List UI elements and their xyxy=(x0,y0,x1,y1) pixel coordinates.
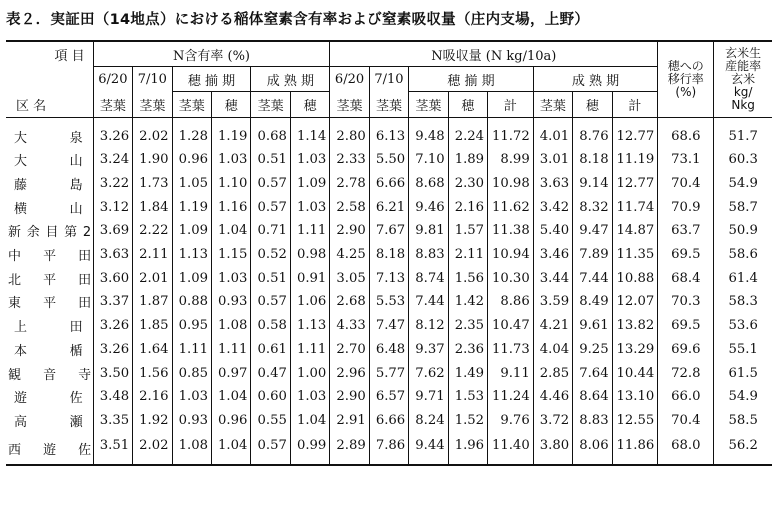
row-value-cell: 1.92 xyxy=(133,409,172,433)
row-value-cell: 1.11 xyxy=(211,338,250,362)
row-area-name: 藤 島 xyxy=(6,172,93,196)
row-value-cell: 55.1 xyxy=(728,341,758,357)
row-value-cell: 70.3 xyxy=(658,290,714,314)
header-brown-rice-efficiency xyxy=(714,41,772,118)
row-value-cell: 0.57 xyxy=(251,290,290,314)
row-area-name: 観 音 寺 xyxy=(6,361,93,385)
row-value-cell: 10.98 xyxy=(488,172,534,196)
table-row xyxy=(6,385,772,409)
row-value-cell: 7.47 xyxy=(369,314,408,338)
row-value-cell: 66.0 xyxy=(658,385,714,409)
row-value-cell: 12.77 xyxy=(612,118,658,149)
row-value-cell: 1.11 xyxy=(172,338,211,362)
row-value-cell: 0.47 xyxy=(251,361,290,385)
row-value-cell: 6.57 xyxy=(369,385,408,409)
row-value-cell: 8.83 xyxy=(409,243,448,267)
row-value-cell: 2.70 xyxy=(330,338,369,362)
row-value-cell: 0.61 xyxy=(251,338,290,362)
row-value-cell: 14.87 xyxy=(612,219,658,243)
row-area-name: 北 平 田 xyxy=(6,266,93,290)
row-value-cell: 3.26 xyxy=(93,314,132,338)
row-value-cell: 0.57 xyxy=(251,172,290,196)
table-row xyxy=(6,409,772,433)
header-brown-rice-line1: 玄米生 xyxy=(725,46,762,60)
row-value-cell: 4.21 xyxy=(533,314,572,338)
header-date-620: 6/20 xyxy=(330,67,369,92)
row-value-cell: 1.11 xyxy=(290,338,329,362)
row-value-cell: 0.51 xyxy=(251,266,290,290)
row-value-cell: 0.93 xyxy=(211,290,250,314)
header-panicle: 穂 xyxy=(211,92,250,118)
row-value-cell: 1.08 xyxy=(172,432,211,465)
row-value-cell: 10.30 xyxy=(488,266,534,290)
row-value-cell: 9.71 xyxy=(409,385,448,409)
row-value-cell: 3.51 xyxy=(93,432,132,465)
row-area-name: 大 山 xyxy=(6,148,93,172)
row-value-cell: 1.19 xyxy=(172,195,211,219)
row-value-cell: 3.42 xyxy=(533,195,572,219)
row-value-cell: 68.6 xyxy=(658,118,714,149)
row-value-cell: 2.68 xyxy=(330,290,369,314)
row-value-cell: 11.73 xyxy=(488,338,534,362)
row-value-cell: 2.02 xyxy=(133,432,172,465)
row-value-cell: 4.33 xyxy=(330,314,369,338)
row-value-cell: 0.68 xyxy=(251,118,290,149)
table-row xyxy=(6,338,772,362)
row-value-cell: 7.62 xyxy=(409,361,448,385)
row-value-cell: 13.29 xyxy=(612,338,658,362)
row-value-cell: 7.89 xyxy=(573,243,612,267)
row-value-cell: 8.74 xyxy=(409,266,448,290)
row-value-cell: 8.12 xyxy=(409,314,448,338)
row-value-cell: 11.38 xyxy=(488,219,534,243)
row-value-cell: 1.15 xyxy=(211,243,250,267)
row-value-cell: 11.24 xyxy=(488,385,534,409)
row-value-cell: 51.7 xyxy=(728,128,758,144)
row-value-cell: 1.87 xyxy=(133,290,172,314)
header-date-710: 7/10 xyxy=(133,67,172,92)
row-value-cell: 1.42 xyxy=(448,290,487,314)
table-row xyxy=(6,118,772,149)
row-value-cell: 1.03 xyxy=(290,195,329,219)
row-value-cell: 1.52 xyxy=(448,409,487,433)
table-row xyxy=(6,290,772,314)
row-value-cell: 4.04 xyxy=(533,338,572,362)
row-value-cell: 60.3 xyxy=(728,152,758,168)
row-value-cell: 9.44 xyxy=(409,432,448,465)
row-value-cell: 11.86 xyxy=(612,432,658,465)
row-area-name: 中 平 田 xyxy=(6,243,93,267)
row-value-cell: 0.93 xyxy=(172,409,211,433)
row-value-cell: 1.08 xyxy=(211,314,250,338)
row-value-cell: 1.84 xyxy=(133,195,172,219)
row-value-cell: 9.14 xyxy=(573,172,612,196)
header-brown-rice-line2: 産能率 xyxy=(725,59,762,73)
row-area-name: 西 遊 佐 xyxy=(6,432,93,465)
row-value-cell: 68.0 xyxy=(658,432,714,465)
row-area-name: 本 楯 xyxy=(6,338,93,362)
row-value-cell: 8.49 xyxy=(573,290,612,314)
row-value-cell: 3.69 xyxy=(93,219,132,243)
header-panicle: 穂 xyxy=(448,92,487,118)
row-value-cell: 3.26 xyxy=(93,118,132,149)
row-value-cell: 4.01 xyxy=(533,118,572,149)
row-value-cell: 68.4 xyxy=(658,266,714,290)
header-transfer-rate-unit: (%) xyxy=(675,85,697,99)
header-date-710: 7/10 xyxy=(369,67,408,92)
row-value-cell: 1.04 xyxy=(211,385,250,409)
row-value-cell: 53.6 xyxy=(728,318,758,334)
row-value-cell: 8.32 xyxy=(573,195,612,219)
row-value-cell: 2.36 xyxy=(448,338,487,362)
row-value-cell: 5.77 xyxy=(369,361,408,385)
row-value-cell: 1.13 xyxy=(290,314,329,338)
row-value-cell: 1.56 xyxy=(448,266,487,290)
table-row xyxy=(6,266,772,290)
row-value-cell: 1.73 xyxy=(133,172,172,196)
row-value-cell: 1.49 xyxy=(448,361,487,385)
row-value-cell: 58.6 xyxy=(728,247,758,263)
row-value-cell: 70.9 xyxy=(658,195,714,219)
row-value-cell: 0.85 xyxy=(172,361,211,385)
row-value-cell: 3.63 xyxy=(93,243,132,267)
row-value-cell: 2.89 xyxy=(330,432,369,465)
row-value-cell: 69.5 xyxy=(658,243,714,267)
row-value-cell: 3.72 xyxy=(533,409,572,433)
row-value-cell: 2.24 xyxy=(448,118,487,149)
row-value-cell: 11.35 xyxy=(612,243,658,267)
row-value-cell: 9.76 xyxy=(488,409,534,433)
header-heading-stage: 穂 揃 期 xyxy=(172,67,251,92)
row-value-cell: 5.50 xyxy=(369,148,408,172)
row-value-cell: 6.21 xyxy=(369,195,408,219)
row-area-name: 高 瀬 xyxy=(6,409,93,433)
row-value-cell: 2.33 xyxy=(330,148,369,172)
row-value-cell: 1.00 xyxy=(290,361,329,385)
row-value-cell: 13.10 xyxy=(612,385,658,409)
row-value-cell: 3.80 xyxy=(533,432,572,465)
row-value-cell: 1.03 xyxy=(290,148,329,172)
row-value-cell: 1.04 xyxy=(290,409,329,433)
row-value-cell: 73.1 xyxy=(658,148,714,172)
row-value-cell: 10.44 xyxy=(612,361,658,385)
row-value-cell: 11.62 xyxy=(488,195,534,219)
row-value-cell: 2.35 xyxy=(448,314,487,338)
row-value-cell: 3.26 xyxy=(93,338,132,362)
row-value-cell: 1.16 xyxy=(211,195,250,219)
row-value-cell: 2.58 xyxy=(330,195,369,219)
table-row xyxy=(6,195,772,219)
row-value-cell: 8.83 xyxy=(573,409,612,433)
row-value-cell: 3.05 xyxy=(330,266,369,290)
row-value-cell: 8.64 xyxy=(573,385,612,409)
row-value-cell: 56.2 xyxy=(714,432,772,465)
row-value-cell: 1.53 xyxy=(448,385,487,409)
table-row xyxy=(6,172,772,196)
row-value-cell: 3.37 xyxy=(93,290,132,314)
row-value-cell: 0.88 xyxy=(172,290,211,314)
row-value-cell: 9.11 xyxy=(488,361,534,385)
row-value-cell: 1.19 xyxy=(211,118,250,149)
table-row xyxy=(6,243,772,267)
row-value-cell: 3.46 xyxy=(533,243,572,267)
row-value-cell: 2.16 xyxy=(133,385,172,409)
row-value-cell: 0.57 xyxy=(251,195,290,219)
header-stem-leaf: 茎葉 xyxy=(93,92,132,118)
header-area-label: 区 名 xyxy=(6,92,93,118)
row-value-cell: 12.55 xyxy=(612,409,658,433)
row-value-cell: 0.96 xyxy=(211,409,250,433)
row-value-cell: 0.98 xyxy=(290,243,329,267)
header-brown-rice-line4: kg/ xyxy=(733,85,753,99)
row-value-cell: 1.90 xyxy=(133,148,172,172)
header-n-content: N含有率 (%) xyxy=(93,41,330,67)
row-value-cell: 1.09 xyxy=(172,266,211,290)
row-value-cell: 8.99 xyxy=(488,148,534,172)
table-row xyxy=(6,219,772,243)
row-value-cell: 3.24 xyxy=(93,148,132,172)
row-value-cell: 7.44 xyxy=(409,290,448,314)
row-value-cell: 3.48 xyxy=(93,385,132,409)
row-value-cell: 10.47 xyxy=(488,314,534,338)
row-value-cell: 1.06 xyxy=(290,290,329,314)
row-value-cell: 69.6 xyxy=(658,338,714,362)
header-total: 計 xyxy=(612,92,658,118)
table-row xyxy=(6,314,772,338)
row-value-cell: 4.25 xyxy=(330,243,369,267)
row-value-cell: 3.59 xyxy=(533,290,572,314)
header-item-label: 項 目 xyxy=(6,41,93,67)
row-value-cell: 0.99 xyxy=(290,432,329,465)
row-value-cell: 2.11 xyxy=(448,243,487,267)
header-transfer-rate-line1: 穂への xyxy=(667,59,704,73)
row-value-cell: 0.91 xyxy=(290,266,329,290)
row-value-cell: 11.72 xyxy=(488,118,534,149)
header-brown-rice-line3: 玄米 xyxy=(731,72,756,86)
row-value-cell: 69.5 xyxy=(658,314,714,338)
row-value-cell: 1.10 xyxy=(211,172,250,196)
header-maturity-stage: 成 熟 期 xyxy=(251,67,330,92)
header-stem-leaf: 茎葉 xyxy=(369,92,408,118)
row-value-cell: 9.37 xyxy=(409,338,448,362)
header-n-uptake: N吸収量 (N kg/10a) xyxy=(330,41,658,67)
row-value-cell: 5.40 xyxy=(533,219,572,243)
header-transfer-rate-line2: 移行率 xyxy=(667,72,704,86)
row-value-cell: 6.13 xyxy=(369,118,408,149)
row-value-cell: 10.94 xyxy=(488,243,534,267)
header-stem-leaf: 茎葉 xyxy=(330,92,369,118)
header-stem-leaf: 茎葉 xyxy=(172,92,211,118)
row-value-cell: 8.18 xyxy=(369,243,408,267)
row-value-cell: 1.14 xyxy=(290,118,329,149)
row-value-cell: 1.13 xyxy=(172,243,211,267)
row-value-cell: 1.56 xyxy=(133,361,172,385)
row-value-cell: 7.44 xyxy=(573,266,612,290)
row-value-cell: 1.09 xyxy=(172,219,211,243)
row-value-cell: 6.66 xyxy=(369,172,408,196)
row-value-cell: 2.01 xyxy=(133,266,172,290)
row-value-cell: 70.4 xyxy=(658,409,714,433)
row-value-cell: 11.19 xyxy=(612,148,658,172)
header-stem-leaf: 茎葉 xyxy=(533,92,572,118)
header-maturity-stage: 成 熟 期 xyxy=(533,67,658,92)
row-value-cell: 1.05 xyxy=(172,172,211,196)
row-value-cell: 3.60 xyxy=(93,266,132,290)
row-value-cell: 1.04 xyxy=(211,219,250,243)
nitrogen-table xyxy=(6,40,772,466)
table-header xyxy=(6,41,772,118)
header-date-620: 6/20 xyxy=(93,67,132,92)
row-value-cell: 6.66 xyxy=(369,409,408,433)
row-value-cell: 5.53 xyxy=(369,290,408,314)
row-value-cell: 2.90 xyxy=(330,219,369,243)
row-value-cell: 1.28 xyxy=(172,118,211,149)
row-value-cell: 9.48 xyxy=(409,118,448,149)
row-value-cell: 0.71 xyxy=(251,219,290,243)
row-value-cell: 61.4 xyxy=(728,270,758,286)
row-value-cell: 61.5 xyxy=(728,365,758,381)
row-value-cell: 2.11 xyxy=(133,243,172,267)
row-value-cell: 13.82 xyxy=(612,314,658,338)
row-value-cell: 3.50 xyxy=(93,361,132,385)
row-area-name: 東 平 田 xyxy=(6,290,93,314)
row-value-cell: 2.96 xyxy=(330,361,369,385)
row-value-cell: 10.88 xyxy=(612,266,658,290)
row-value-cell: 3.35 xyxy=(93,409,132,433)
row-value-cell: 1.09 xyxy=(290,172,329,196)
row-value-cell: 1.96 xyxy=(448,432,487,465)
header-stem-leaf: 茎葉 xyxy=(409,92,448,118)
header-panicle: 穂 xyxy=(573,92,612,118)
row-value-cell: 4.46 xyxy=(533,385,572,409)
row-value-cell: 63.7 xyxy=(658,219,714,243)
row-value-cell: 2.90 xyxy=(330,385,369,409)
row-value-cell: 9.46 xyxy=(409,195,448,219)
row-area-name: 横 山 xyxy=(6,195,93,219)
header-stem-leaf: 茎葉 xyxy=(133,92,172,118)
row-value-cell: 1.03 xyxy=(211,266,250,290)
row-value-cell: 3.01 xyxy=(533,148,572,172)
row-value-cell: 11.40 xyxy=(488,432,534,465)
row-value-cell: 1.57 xyxy=(448,219,487,243)
table-row xyxy=(6,361,772,385)
table-row xyxy=(6,432,772,465)
row-value-cell: 2.85 xyxy=(533,361,572,385)
row-value-cell: 9.81 xyxy=(409,219,448,243)
row-area-name: 上 田 xyxy=(6,314,93,338)
table-row xyxy=(6,148,772,172)
row-value-cell: 3.22 xyxy=(93,172,132,196)
row-value-cell: 7.67 xyxy=(369,219,408,243)
row-value-cell: 0.52 xyxy=(251,243,290,267)
row-value-cell: 3.63 xyxy=(533,172,572,196)
header-total: 計 xyxy=(488,92,534,118)
row-value-cell: 2.16 xyxy=(448,195,487,219)
row-value-cell: 9.25 xyxy=(573,338,612,362)
header-stem-leaf: 茎葉 xyxy=(251,92,290,118)
row-value-cell: 50.9 xyxy=(728,223,758,239)
table-body xyxy=(6,118,772,466)
row-value-cell: 1.85 xyxy=(133,314,172,338)
row-value-cell: 8.24 xyxy=(409,409,448,433)
row-value-cell: 12.07 xyxy=(612,290,658,314)
row-value-cell: 8.68 xyxy=(409,172,448,196)
row-value-cell: 8.06 xyxy=(573,432,612,465)
row-value-cell: 8.86 xyxy=(488,290,534,314)
row-value-cell: 7.13 xyxy=(369,266,408,290)
row-value-cell: 2.78 xyxy=(330,172,369,196)
row-value-cell: 0.51 xyxy=(251,148,290,172)
row-value-cell: 1.03 xyxy=(172,385,211,409)
header-heading-stage: 穂 揃 期 xyxy=(409,67,534,92)
header-transfer-rate xyxy=(658,41,714,118)
row-value-cell: 8.76 xyxy=(573,118,612,149)
table-title: 表２．実証田（14地点）における稲体窒素含有率および窒素吸収量（庄内支場，上野） xyxy=(6,12,590,28)
row-value-cell: 11.74 xyxy=(612,195,658,219)
row-value-cell: 9.47 xyxy=(573,219,612,243)
row-value-cell: 1.04 xyxy=(211,432,250,465)
row-value-cell: 0.57 xyxy=(251,432,290,465)
row-value-cell: 1.89 xyxy=(448,148,487,172)
row-value-cell: 1.03 xyxy=(211,148,250,172)
row-value-cell: 2.91 xyxy=(330,409,369,433)
row-value-cell: 2.80 xyxy=(330,118,369,149)
row-value-cell: 7.10 xyxy=(409,148,448,172)
row-value-cell: 8.18 xyxy=(573,148,612,172)
row-value-cell: 3.44 xyxy=(533,266,572,290)
row-value-cell: 1.03 xyxy=(290,385,329,409)
row-area-name: 大 泉 xyxy=(6,118,93,149)
row-value-cell: 3.12 xyxy=(93,195,132,219)
header-panicle: 穂 xyxy=(290,92,329,118)
row-value-cell: 0.58 xyxy=(251,314,290,338)
row-value-cell: 0.95 xyxy=(172,314,211,338)
row-value-cell: 1.64 xyxy=(133,338,172,362)
row-value-cell: 1.11 xyxy=(290,219,329,243)
header-brown-rice-line5: Nkg xyxy=(731,98,755,112)
row-value-cell: 0.55 xyxy=(251,409,290,433)
row-value-cell: 58.3 xyxy=(728,294,758,310)
row-value-cell: 0.97 xyxy=(211,361,250,385)
row-value-cell: 2.30 xyxy=(448,172,487,196)
row-value-cell: 72.8 xyxy=(658,361,714,385)
row-value-cell: 2.22 xyxy=(133,219,172,243)
row-value-cell: 0.96 xyxy=(172,148,211,172)
row-value-cell: 7.64 xyxy=(573,361,612,385)
row-value-cell: 9.61 xyxy=(573,314,612,338)
row-value-cell: 70.4 xyxy=(658,172,714,196)
row-value-cell: 54.9 xyxy=(728,176,758,192)
row-value-cell: 0.60 xyxy=(251,385,290,409)
row-area-name: 遊 佐 xyxy=(6,385,93,409)
row-value-cell: 6.48 xyxy=(369,338,408,362)
row-value-cell: 2.02 xyxy=(133,118,172,149)
row-value-cell: 58.5 xyxy=(728,412,758,428)
row-value-cell: 58.7 xyxy=(728,199,758,215)
row-value-cell: 7.86 xyxy=(369,432,408,465)
row-value-cell: 12.77 xyxy=(612,172,658,196)
row-value-cell: 54.9 xyxy=(728,389,758,405)
row-area-name: 新余目第2 xyxy=(6,219,93,243)
